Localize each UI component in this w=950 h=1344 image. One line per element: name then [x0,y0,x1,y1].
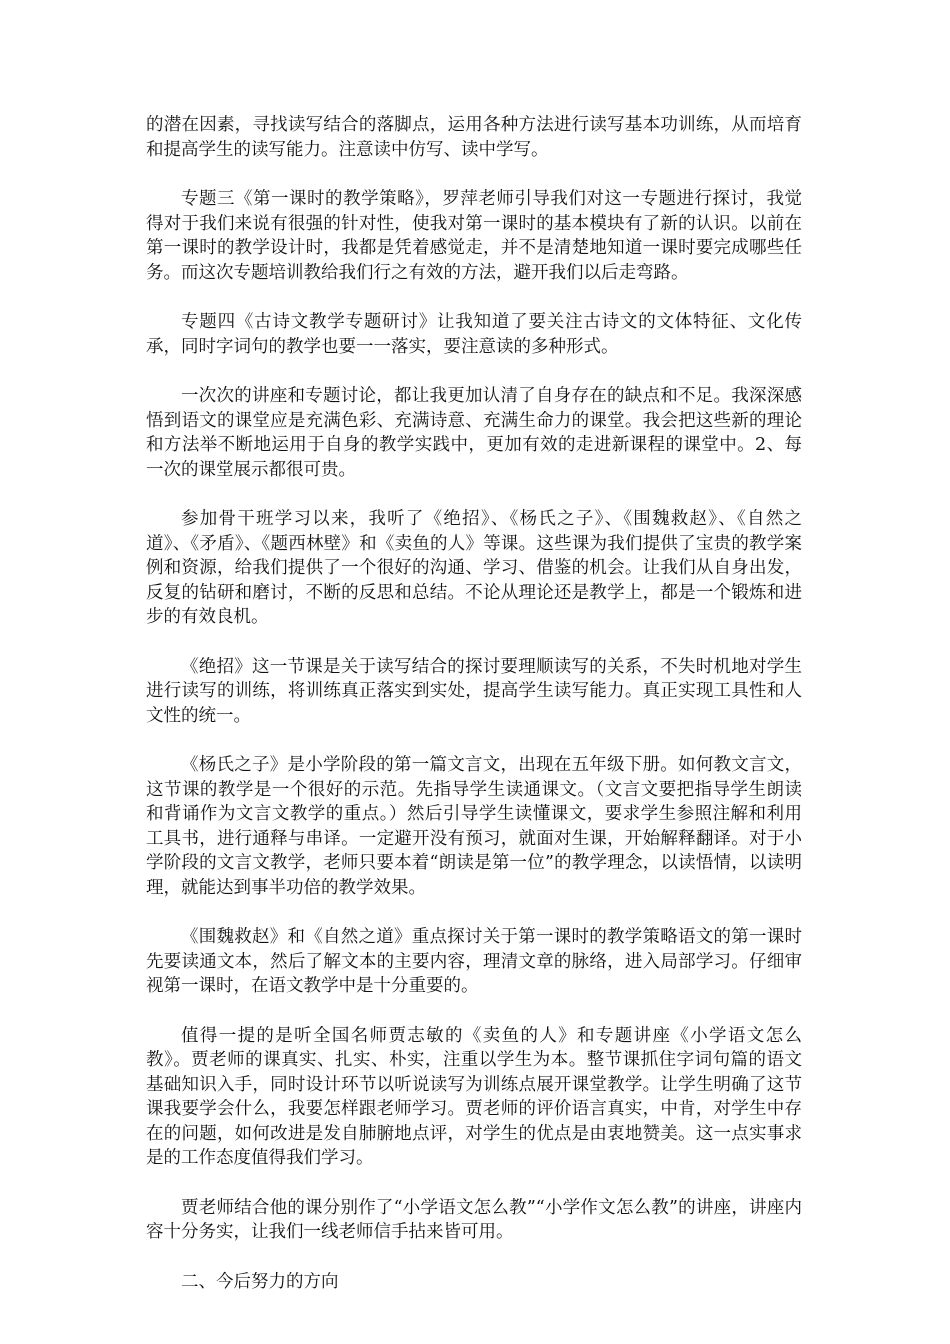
paragraph-2: 专题三《第一课时的教学策略》，罗萍老师引导我们对这一专题进行探讨，我觉得对于我们来说有很强的针对性，使我对第一课时的基本模块有了新的认识。以前在第一课时的教学设计时，我都是凭着感觉走，并不是清楚地知道一课时要完成哪些任务。而这次专题培训教给我们行之有效的方法，避开我们以后走弯路。 [146,189,802,283]
paragraph-6: 《绝招》这一节课是关于读写结合的探讨要理顺读写的关系，不失时机地对学生进行读写的训练，将训练真正落实到实处，提高学生读写能力。真正实现工具性和人文性的统一。 [146,656,802,726]
paragraph-9: 值得一提的是听全国名师贾志敏的《卖鱼的人》和专题讲座《小学语文怎么教》。贾老师的课真实、扎实、朴实，注重以学生为本。整节课抓住字词句篇的语文基础知识入手，同时设计环节以听说读写为训练点展开课堂教学。让学生明确了这节课我要学会什么，我要怎样跟老师学习。贾老师的评价语言真实，中肯，对学生中存在的问题，如何改进是发自肺腑地点评，对学生的优点是由衷地赞美。这一点实事求是的工作态度值得我们学习。 [146,1025,802,1168]
document-body [146,113,802,1294]
paragraph-8: 《围魏救赵》和《自然之道》重点探讨关于第一课时的教学策略语文的第一课时先要读通文本，然后了解文本的主要内容，理清文章的脉络，进入局部学习。仔细审视第一课时，在语文教学中是十分重要的。 [146,927,802,996]
paragraph-7: 《杨氏之子》是小学阶段的第一篇文言文，出现在五年级下册。如何教文言文，这节课的教学是一个很好的示范。先指导学生读通课文。（文言文要把指导学生朗读和背诵作为文言文教学的重点。）然后引导学生读懂课文，要求学生参照注解和利用工具书，进行通释与串译。一定避开没有预习，就面对生课，开始解释翻译。对于小学阶段的文言文教学，老师只要本着“朗读是第一位”的教学理念，以读悟情，以读明理，就能达到事半功倍的教学效果。 [146,755,802,898]
paragraph-3: 专题四《古诗文教学专题研讨》让我知道了要关注古诗文的文体特征、文化传承，同时字词句的教学也要一一落实，要注意读的多种形式。 [146,312,802,357]
section-heading: 二、今后努力的方向 [181,1271,339,1292]
paragraph-1: 的潜在因素，寻找读写结合的落脚点，运用各种方法进行读写基本功训练，从而培育和提高学生的读写能力。注意读中仿写、读中学写。 [146,115,802,160]
paragraph-4: 一次次的讲座和专题讨论，都让我更加认清了自身存在的缺点和不足。我深深感悟到语文的课堂应是充满色彩、充满诗意、充满生命力的课堂。我会把这些新的理论和方法举不断地运用于自身的教学实践中，更加有效的走进新课程的课堂中。2、每一次的课堂展示都很可贵。 [146,386,802,480]
paragraph-5: 参加骨干班学习以来，我听了《绝招》、《杨氏之子》、《围魏救赵》、《自然之道》、《矛盾》、《题西林壁》和《卖鱼的人》等课。这些课为我们提供了宝贵的教学案例和资源，给我们提供了一个很好的沟通、学习、借鉴的机会。让我们从自身出发，反复的钻研和磨讨，不断的反思和总结。不论从理论还是教学上，都是一个锻炼和进步的有效良机。 [146,509,802,627]
paragraph-10: 贾老师结合他的课分别作了“小学语文怎么教”“小学作文怎么教”的讲座，讲座内容十分务实，让我们一线老师信手拈来皆可用。 [146,1197,802,1242]
